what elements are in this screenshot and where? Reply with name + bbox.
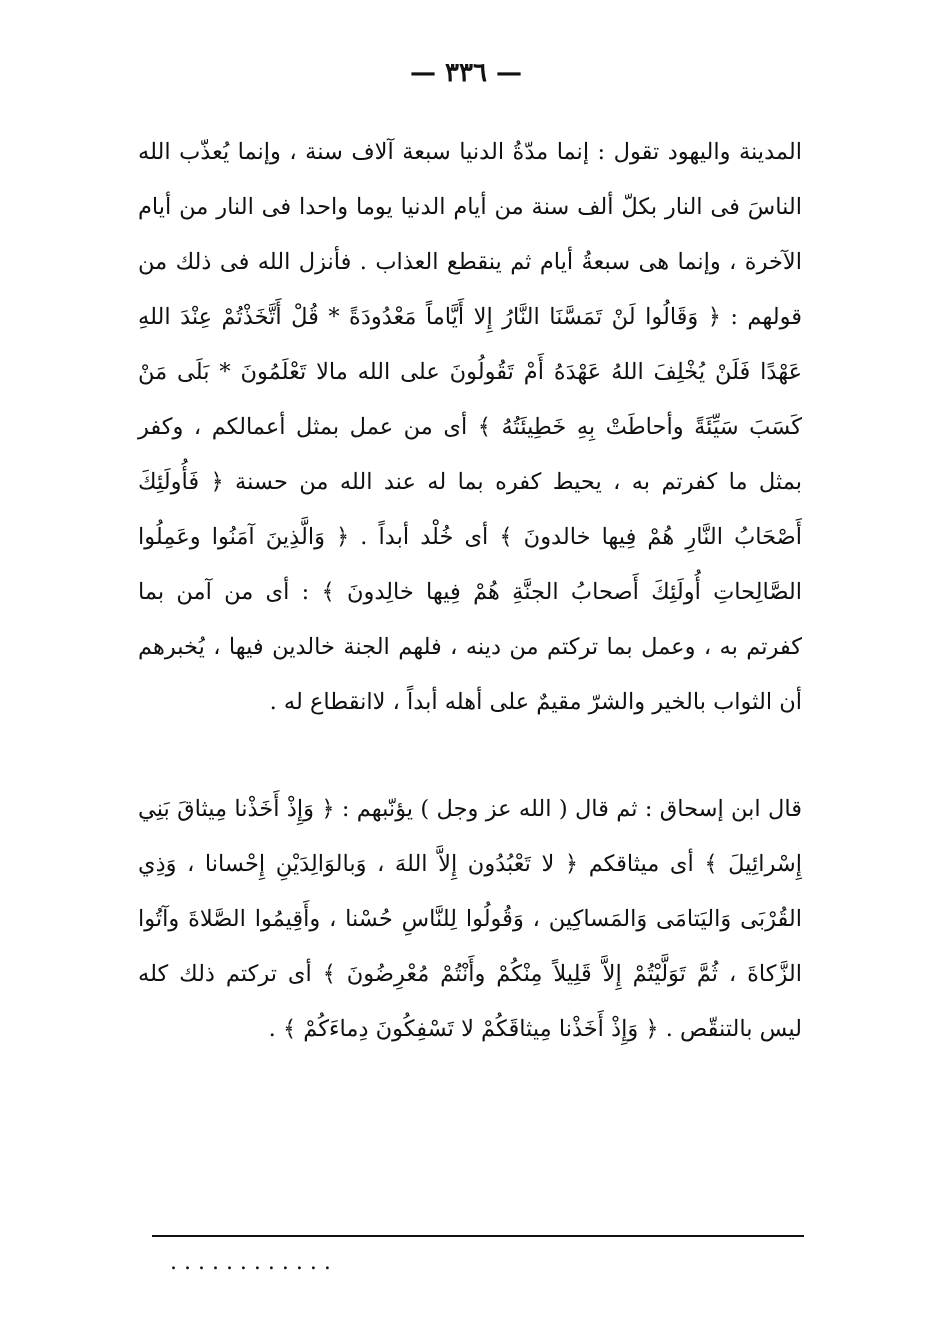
footnote-rule <box>152 1235 804 1237</box>
paragraph-2: قال ابن إسحاق : ثم قال ( الله عز وجل ) يؤنّبهم : ﴿ وَإِذْ أَخَذْنا مِيثاقَ بَنِي إِسْرائِيلَ ﴾ أى ميثاقكم ﴿ لا تَعْبُدُون إِلاَّ اللهَ ، وَبالوَالِدَيْنِ إِحْسانا ، وَذِي القُرْبَى وَاليَتامَى وَالمَساكِين ، وَقُولُوا لِلنَّاسِ حُسْنا ، وأَقِيمُوا الصَّلاةَ وآتُوا الزَّكاةَ ، ثُمَّ تَوَلَّيْتُمْ إِلاَّ قَلِيلاً مِنْكُمْ وأَنْتُمْ مُعْرِضُونَ ﴾ أى تركتم ذلك كله ليس بالتنقّص . ﴿ وَإِذْ أَخَذْنا مِيثاقَكُمْ لا تَسْفِكُونَ دِماءَكُمْ ﴾ . <box>138 796 802 1042</box>
footer-dots: . . . . . . . . . . . . <box>170 1250 331 1275</box>
paragraph-1: المدينة واليهود تقول : إنما مدّةُ الدنيا سبعة آلاف سنة ، وإنما يُعذّب الله الناسَ فى النار بكلّ ألف سنة من أيام الدنيا يوما واحدا فى النار من أيام الآخرة ، وإنما هى سبعةُ أيام ثم ينقطع العذاب . فأنزل الله فى ذلك من قولهم : ﴿ وَقَالُوا لَنْ تَمَسَّنَا النَّارُ إِلا أَيَّاماً مَعْدُودَةً * قُلْ أَتَّخَذْتُمْ عِنْدَ اللهِ عَهْدًا فَلَنْ يُخْلِفَ اللهُ عَهْدَهُ أَمْ تَقُولُونَ على الله مالا تَعْلَمُونَ * بَلَى مَنْ كَسَبَ سَيِّئَةً وأحاطَتْ بِهِ خَطِيئَتُهُ ﴾ أى من عمل بمثل أعمالكم ، وكفر بمثل ما كفرتم به ، يحيط كفره بما له عند الله من حسنة ﴿ فَأُولَئِكَ أَصْحَابُ النَّارِ هُمْ فِيها خالدونَ ﴾ أى خُلْد أبداً . ﴿ وَالَّذِينَ آمَنُوا وعَمِلُوا الصَّالِحاتِ أُولَئِكَ أَصحابُ الجنَّةِ هُمْ فِيها خالِدونَ ﴾ : أى من آمن بما كفرتم به ، وعمل بما تركتم من دينه ، فلهم الجنة خالدين فيها ، يُخبرهم أن الثواب بالخير والشرّ مقيمٌ على أهله أبداً ، لاانقطاع له . <box>138 139 802 715</box>
page-number: — ٣٣٦ — <box>409 58 523 88</box>
